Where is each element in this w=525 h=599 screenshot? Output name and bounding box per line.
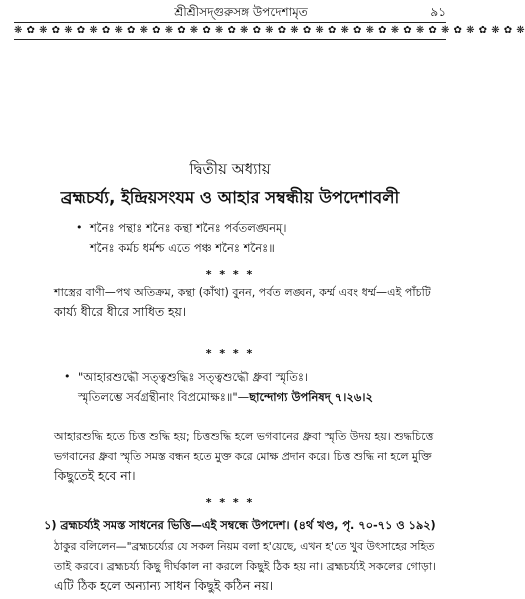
paragraph-2 [54,427,436,486]
para2-line1: আহারশুদ্ধি হতে চিত্ত শুদ্ধি হয়; চিত্তশুদ্ধি হলে ভগবানের ধ্রুবা স্মৃতি উদয় হয়। শুদ্ধচিত্তে [54,430,434,443]
paragraph-1 [54,283,436,323]
verse1-line2: শনৈঃ কর্মচ ধর্মশ্চ এতে পঞ্চ শনৈঃ শনৈঃ॥ [90,241,275,255]
section1-heading: ১) ব্রহ্মচর্য্যই সমস্ত সাধনের ভিত্তি—এই সম্বন্ধে উপদেশ। (৪র্থ খণ্ড, পৃ. ৭০-৭১ ও ১৯২) [44,519,436,532]
verse2-line1: "আহারশুদ্ধৌ সত্ত্বশুদ্ধিঃ সত্ত্বশুদ্ধৌ ধ্রুবা স্মৃতিঃ। [78,370,309,384]
header-rule-top [14,22,446,23]
para1-line1: শাস্ত্রের বাণী—পথ অতিক্রম, কন্থা (কাঁথা) বুনন, পর্বত লঙ্ঘন, কর্ম্ম এবং ধর্ম্ম—এই পাঁচটি [54,286,431,299]
section1-line1: ঠাকুর বলিলেন—"ব্রহ্মচর্য্যের যে সকল নিয়ম বলা হ'য়েছে, এখন হ'তে খুব উৎসাহের সহিত [54,540,435,553]
section1-line2: তাই করবে। ব্রহ্মচর্য্য কিছু দীর্ঘকাল না করলে কিছুই ঠিক হয় না। ব্রহ্মচর্য্যই সকলের গোড়া। [54,559,437,573]
verse2-citation: ছান্দোগ্য উপনিষদ্ ৭।২৬।২ [249,390,373,404]
separator-1: * * * * [205,268,255,281]
verse1 [90,218,287,258]
separator-2: * * * * [205,347,255,360]
verse2-line2-text: স্মৃতিলম্ভে সর্বগ্রন্থীনাং বিপ্রমোক্ষঃ॥"— [78,390,250,404]
header-rule-bottom [14,39,446,40]
verse2-line2 [78,387,373,407]
para1-line2: কার্য্য ধীরে ধীরে সাধিত হয়। [54,304,187,319]
section1-body [54,537,436,596]
ornament-border: ❋ ✿ ❋ ✿ ❋ ✿ ❋ ✿ ❋ ✿ ❋ ✿ ❋ ✿ ❋ ✿ ❋ ✿ ❋ ✿ ❋ ✿ ❋ ✿ ❋ ✿ ❋ ✿ ❋ ✿ ❋ ✿ ❋ ✿ ❋ ✿ ❋ ✿ ❋ ✿ ❋ [14,25,525,36]
para2-line3: কিছুতেই হবে না। [54,468,136,483]
separator-3: * * * * [205,496,255,509]
verse1-bullet: • [76,221,83,234]
para2-line2: ভগবানের ধ্রুবা স্মৃতি সমস্ত বন্ধন হতে মুক্ত করে মোক্ষ প্রদান করে। চিত্ত শুদ্ধি না হলে মুক্তি [54,449,432,463]
chapter-label: দ্বিতীয় অধ্যায় [189,160,271,178]
page-header [36,4,446,22]
running-title: শ্রীশ্রীসদ্গুরুসঙ্গ উপদেশামৃত [174,5,308,19]
chapter-title: ব্রহ্মচর্য্য, ইন্দ্রিয়সংযম ও আহার সম্বন্ধীয় উপদেশাবলী [60,188,400,207]
section1-line3: এটি ঠিক হলে অন্যান্য সাধন কিছুই কঠিন নয়। [54,578,274,593]
verse2 [78,367,373,407]
page-number: ৯১ [430,5,446,19]
verse1-line1: শনৈঃ পন্থাঃ শনৈঃ কন্থা শনৈঃ পর্বতলঙ্ঘনম্। [90,221,287,235]
verse2-bullet: • [64,370,71,383]
